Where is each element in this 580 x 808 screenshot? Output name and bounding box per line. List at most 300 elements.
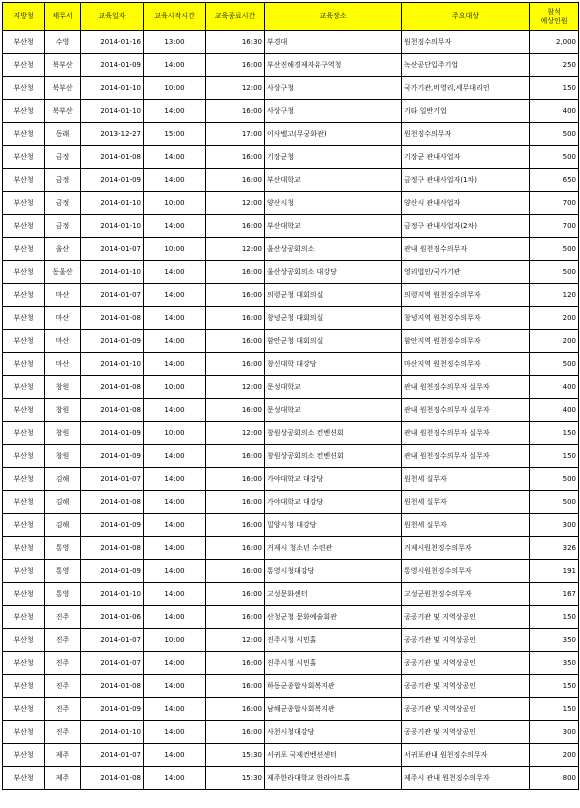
cell-date: 2014-01-08 [81, 491, 144, 514]
cell-venue: 제주한라대학교 한라아트홀 [265, 767, 402, 790]
cell-date: 2014-01-10 [81, 77, 144, 100]
cell-tax-office: 금정 [45, 146, 81, 169]
cell-start-time: 14:00 [144, 445, 206, 468]
table-row [3, 146, 579, 169]
cell-date: 2014-01-09 [81, 560, 144, 583]
cell-expected-attendees: 350 [530, 652, 579, 675]
cell-region-office: 부산청 [3, 307, 45, 330]
cell-region-office: 부산청 [3, 399, 45, 422]
cell-end-time: 15:30 [206, 744, 265, 767]
cell-tax-office: 울산 [45, 238, 81, 261]
header-start-time: 교육시작시간 [144, 3, 206, 31]
cell-tax-office: 제주 [45, 744, 81, 767]
table-row [3, 31, 579, 54]
cell-target: 관내 원천징수의무자 실무자 [402, 399, 530, 422]
cell-venue: 사천시청대강당 [265, 721, 402, 744]
cell-target: 기타 일반기업 [402, 100, 530, 123]
cell-start-time: 14:00 [144, 652, 206, 675]
cell-region-office: 부산청 [3, 468, 45, 491]
cell-venue: 양산시청 [265, 192, 402, 215]
cell-venue: 진주시청 시민홀 [265, 629, 402, 652]
cell-expected-attendees: 200 [530, 744, 579, 767]
table-row [3, 54, 579, 77]
cell-end-time: 12:00 [206, 629, 265, 652]
cell-expected-attendees: 300 [530, 514, 579, 537]
cell-end-time: 16:00 [206, 146, 265, 169]
cell-expected-attendees: 400 [530, 100, 579, 123]
cell-venue: 부산대학교 [265, 215, 402, 238]
table-row [3, 353, 579, 376]
cell-tax-office: 북부산 [45, 77, 81, 100]
cell-tax-office: 진주 [45, 652, 81, 675]
cell-date: 2014-01-10 [81, 215, 144, 238]
cell-venue: 가야대학교 대강당 [265, 468, 402, 491]
table-row [3, 77, 579, 100]
cell-venue: 부산진해경제자유구역청 [265, 54, 402, 77]
cell-date: 2014-01-10 [81, 721, 144, 744]
cell-end-time: 16:00 [206, 215, 265, 238]
cell-venue: 울산상공회의소 [265, 238, 402, 261]
cell-tax-office: 김해 [45, 514, 81, 537]
cell-end-time: 16:00 [206, 491, 265, 514]
cell-region-office: 부산청 [3, 353, 45, 376]
cell-region-office: 부산청 [3, 698, 45, 721]
cell-end-time: 16:00 [206, 284, 265, 307]
cell-target: 창녕지역 원천징수의무자 [402, 307, 530, 330]
cell-start-time: 10:00 [144, 77, 206, 100]
cell-start-time: 14:00 [144, 514, 206, 537]
cell-expected-attendees: 500 [530, 238, 579, 261]
cell-tax-office: 창원 [45, 445, 81, 468]
cell-tax-office: 금정 [45, 192, 81, 215]
cell-expected-attendees: 500 [530, 261, 579, 284]
cell-target: 공공기관 및 지역상공인 [402, 675, 530, 698]
table-row [3, 514, 579, 537]
table-row [3, 100, 579, 123]
cell-end-time: 16:30 [206, 31, 265, 54]
cell-region-office: 부산청 [3, 330, 45, 353]
cell-venue: 함안군청 대회의실 [265, 330, 402, 353]
cell-date: 2014-01-08 [81, 675, 144, 698]
cell-region-office: 부산청 [3, 376, 45, 399]
cell-region-office: 부산청 [3, 721, 45, 744]
cell-date: 2014-01-08 [81, 376, 144, 399]
cell-end-time: 15:30 [206, 767, 265, 790]
cell-target: 공공기관 및 지역상공인 [402, 652, 530, 675]
cell-end-time: 16:00 [206, 54, 265, 77]
cell-start-time: 14:00 [144, 675, 206, 698]
cell-target: 제주시 관내 원천징수의무자 [402, 767, 530, 790]
table-row [3, 192, 579, 215]
cell-region-office: 부산청 [3, 445, 45, 468]
cell-target: 원천징수의무자 [402, 31, 530, 54]
header-region-office: 지방청 [3, 3, 45, 31]
table-row [3, 376, 579, 399]
table-row [3, 744, 579, 767]
cell-region-office: 부산청 [3, 261, 45, 284]
cell-venue: 남해군종합사회복지관 [265, 698, 402, 721]
cell-region-office: 부산청 [3, 238, 45, 261]
table-row [3, 238, 579, 261]
cell-expected-attendees: 150 [530, 606, 579, 629]
cell-target: 거제시원천징수의무자 [402, 537, 530, 560]
table-row [3, 491, 579, 514]
cell-region-office: 부산청 [3, 560, 45, 583]
cell-expected-attendees: 250 [530, 54, 579, 77]
cell-end-time: 16:00 [206, 698, 265, 721]
cell-expected-attendees: 200 [530, 330, 579, 353]
cell-date: 2013-12-27 [81, 123, 144, 146]
table-row [3, 422, 579, 445]
cell-date: 2014-01-07 [81, 468, 144, 491]
cell-tax-office: 진주 [45, 698, 81, 721]
cell-expected-attendees: 700 [530, 192, 579, 215]
cell-start-time: 14:00 [144, 215, 206, 238]
header-target: 주요대상 [402, 3, 530, 31]
cell-expected-attendees: 800 [530, 767, 579, 790]
cell-date: 2014-01-09 [81, 445, 144, 468]
cell-end-time: 16:00 [206, 606, 265, 629]
cell-expected-attendees: 500 [530, 353, 579, 376]
cell-start-time: 14:00 [144, 767, 206, 790]
table-row [3, 261, 579, 284]
table-row [3, 675, 579, 698]
cell-end-time: 17:00 [206, 123, 265, 146]
cell-date: 2014-01-07 [81, 238, 144, 261]
cell-end-time: 12:00 [206, 376, 265, 399]
cell-start-time: 10:00 [144, 238, 206, 261]
cell-tax-office: 진주 [45, 629, 81, 652]
header-expected-attendees: 참석 예상인원 [530, 3, 579, 31]
cell-tax-office: 통영 [45, 560, 81, 583]
cell-expected-attendees: 120 [530, 284, 579, 307]
cell-target: 녹산공단입주기업 [402, 54, 530, 77]
cell-venue: 부산대학교 [265, 169, 402, 192]
cell-target: 함안지역 원천징수의무자 [402, 330, 530, 353]
cell-date: 2014-01-10 [81, 583, 144, 606]
cell-tax-office: 창원 [45, 399, 81, 422]
cell-region-office: 부산청 [3, 123, 45, 146]
cell-start-time: 14:00 [144, 744, 206, 767]
cell-start-time: 14:00 [144, 468, 206, 491]
cell-target: 기장군 관내사업자 [402, 146, 530, 169]
table-row [3, 284, 579, 307]
cell-start-time: 14:00 [144, 169, 206, 192]
cell-expected-attendees: 150 [530, 698, 579, 721]
cell-venue: 서귀포 국제컨벤션센터 [265, 744, 402, 767]
cell-region-office: 부산청 [3, 215, 45, 238]
table-row [3, 698, 579, 721]
cell-end-time: 16:00 [206, 261, 265, 284]
cell-expected-attendees: 150 [530, 77, 579, 100]
cell-region-office: 부산청 [3, 146, 45, 169]
cell-expected-attendees: 150 [530, 675, 579, 698]
cell-start-time: 14:00 [144, 284, 206, 307]
cell-end-time: 16:00 [206, 721, 265, 744]
cell-venue: 산청군청 문화예술회관 [265, 606, 402, 629]
cell-region-office: 부산청 [3, 169, 45, 192]
cell-region-office: 부산청 [3, 31, 45, 54]
cell-tax-office: 창원 [45, 376, 81, 399]
cell-end-time: 16:00 [206, 445, 265, 468]
cell-venue: 부경대 [265, 31, 402, 54]
table-row [3, 307, 579, 330]
cell-region-office: 부산청 [3, 629, 45, 652]
table-row [3, 445, 579, 468]
cell-date: 2014-01-07 [81, 652, 144, 675]
cell-target: 고성군원천징수의무자 [402, 583, 530, 606]
education-schedule-table [2, 2, 579, 790]
table-row [3, 583, 579, 606]
cell-start-time: 10:00 [144, 192, 206, 215]
cell-date: 2014-01-07 [81, 284, 144, 307]
table-row [3, 537, 579, 560]
cell-start-time: 14:00 [144, 537, 206, 560]
cell-start-time: 14:00 [144, 721, 206, 744]
table-row [3, 629, 579, 652]
cell-expected-attendees: 191 [530, 560, 579, 583]
cell-venue: 창원상공회의소 컨벤션회 [265, 422, 402, 445]
cell-date: 2014-01-08 [81, 767, 144, 790]
cell-tax-office: 진주 [45, 721, 81, 744]
cell-tax-office: 통영 [45, 537, 81, 560]
cell-tax-office: 마산 [45, 307, 81, 330]
cell-date: 2014-01-08 [81, 399, 144, 422]
cell-venue: 가야대학교 대강당 [265, 491, 402, 514]
cell-target: 통영시원천징수의무자 [402, 560, 530, 583]
cell-target: 공공기관 및 지역상공인 [402, 606, 530, 629]
cell-tax-office: 김해 [45, 468, 81, 491]
table-row [3, 767, 579, 790]
cell-region-office: 부산청 [3, 606, 45, 629]
cell-expected-attendees: 650 [530, 169, 579, 192]
cell-expected-attendees: 2,000 [530, 31, 579, 54]
cell-target: 공공기관 및 지역상공인 [402, 721, 530, 744]
cell-date: 2014-01-09 [81, 169, 144, 192]
cell-tax-office: 마산 [45, 353, 81, 376]
cell-venue: 진주시청 시민홀 [265, 652, 402, 675]
cell-target: 원천세 실무자 [402, 514, 530, 537]
cell-tax-office: 금정 [45, 169, 81, 192]
cell-target: 금정구 관내사업자(2차) [402, 215, 530, 238]
cell-venue: 고성문화센터 [265, 583, 402, 606]
cell-end-time: 12:00 [206, 77, 265, 100]
table-row [3, 123, 579, 146]
cell-venue: 사상구청 [265, 77, 402, 100]
table-row [3, 606, 579, 629]
cell-start-time: 14:00 [144, 606, 206, 629]
cell-start-time: 13:00 [144, 31, 206, 54]
cell-venue: 밀양시청 대강당 [265, 514, 402, 537]
cell-tax-office: 동울산 [45, 261, 81, 284]
cell-target: 공공기관 및 지역상공인 [402, 629, 530, 652]
cell-target: 금정구 관내사업자(1차) [402, 169, 530, 192]
cell-target: 원천세 실무자 [402, 468, 530, 491]
cell-end-time: 16:00 [206, 583, 265, 606]
cell-target: 영리법인/국가기관 [402, 261, 530, 284]
cell-end-time: 16:00 [206, 468, 265, 491]
cell-target: 의령지역 원천징수의무자 [402, 284, 530, 307]
cell-venue: 울산상공회의소 대강당 [265, 261, 402, 284]
cell-date: 2014-01-09 [81, 422, 144, 445]
cell-expected-attendees: 400 [530, 399, 579, 422]
cell-tax-office: 김해 [45, 491, 81, 514]
cell-tax-office: 북부산 [45, 100, 81, 123]
cell-start-time: 14:00 [144, 146, 206, 169]
cell-expected-attendees: 500 [530, 468, 579, 491]
cell-venue: 하동군종합사회복지관 [265, 675, 402, 698]
cell-date: 2014-01-08 [81, 537, 144, 560]
cell-end-time: 16:00 [206, 652, 265, 675]
cell-end-time: 12:00 [206, 192, 265, 215]
table-row [3, 169, 579, 192]
cell-start-time: 10:00 [144, 422, 206, 445]
cell-tax-office: 진주 [45, 675, 81, 698]
table-row [3, 560, 579, 583]
cell-start-time: 14:00 [144, 353, 206, 376]
cell-target: 서귀포관내 원천징수의무자 [402, 744, 530, 767]
cell-target: 양산시 관내사업자 [402, 192, 530, 215]
cell-start-time: 14:00 [144, 491, 206, 514]
header-tax-office: 세무서 [45, 3, 81, 31]
cell-venue: 문성대학교 [265, 376, 402, 399]
cell-expected-attendees: 500 [530, 146, 579, 169]
cell-region-office: 부산청 [3, 767, 45, 790]
cell-end-time: 16:00 [206, 399, 265, 422]
cell-region-office: 부산청 [3, 514, 45, 537]
cell-tax-office: 통영 [45, 583, 81, 606]
cell-end-time: 16:00 [206, 675, 265, 698]
cell-venue: 사상구청 [265, 100, 402, 123]
cell-target: 공공기관 및 지역상공인 [402, 698, 530, 721]
cell-target: 국가기관,비영리,세무대리인 [402, 77, 530, 100]
cell-start-time: 14:00 [144, 399, 206, 422]
cell-start-time: 10:00 [144, 629, 206, 652]
cell-date: 2014-01-10 [81, 261, 144, 284]
cell-tax-office: 북부산 [45, 54, 81, 77]
table-row [3, 330, 579, 353]
cell-tax-office: 제주 [45, 767, 81, 790]
cell-region-office: 부산청 [3, 54, 45, 77]
cell-venue: 창원상공회의소 컨벤션회 [265, 445, 402, 468]
cell-start-time: 14:00 [144, 307, 206, 330]
cell-expected-attendees: 150 [530, 422, 579, 445]
cell-tax-office: 동래 [45, 123, 81, 146]
cell-tax-office: 진주 [45, 606, 81, 629]
cell-expected-attendees: 350 [530, 629, 579, 652]
cell-target: 원천징수의무자 [402, 123, 530, 146]
cell-date: 2014-01-10 [81, 353, 144, 376]
cell-date: 2014-01-10 [81, 192, 144, 215]
cell-region-office: 부산청 [3, 77, 45, 100]
cell-end-time: 16:00 [206, 514, 265, 537]
cell-date: 2014-01-09 [81, 330, 144, 353]
cell-region-office: 부산청 [3, 652, 45, 675]
cell-target: 원천세 실무자 [402, 491, 530, 514]
cell-region-office: 부산청 [3, 491, 45, 514]
cell-start-time: 10:00 [144, 376, 206, 399]
cell-start-time: 14:00 [144, 261, 206, 284]
cell-date: 2014-01-16 [81, 31, 144, 54]
cell-date: 2014-01-08 [81, 146, 144, 169]
cell-expected-attendees: 167 [530, 583, 579, 606]
cell-expected-attendees: 500 [530, 123, 579, 146]
cell-date: 2014-01-07 [81, 744, 144, 767]
cell-region-office: 부산청 [3, 422, 45, 445]
table-row [3, 721, 579, 744]
cell-region-office: 부산청 [3, 100, 45, 123]
cell-target: 관내 원천징수의무자 실무자 [402, 445, 530, 468]
cell-start-time: 14:00 [144, 330, 206, 353]
table-row [3, 652, 579, 675]
cell-start-time: 14:00 [144, 54, 206, 77]
cell-region-office: 부산청 [3, 192, 45, 215]
cell-venue: 창신대학 대강당 [265, 353, 402, 376]
cell-end-time: 12:00 [206, 238, 265, 261]
cell-target: 관내 원천징수의무자 실무자 [402, 422, 530, 445]
cell-date: 2014-01-09 [81, 54, 144, 77]
cell-date: 2014-01-09 [81, 514, 144, 537]
cell-tax-office: 마산 [45, 284, 81, 307]
cell-venue: 거제시 청소년 수련관 [265, 537, 402, 560]
cell-end-time: 16:00 [206, 169, 265, 192]
cell-region-office: 부산청 [3, 744, 45, 767]
cell-venue: 기장군청 [265, 146, 402, 169]
cell-tax-office: 수영 [45, 31, 81, 54]
cell-venue: 창녕군청 대회의실 [265, 307, 402, 330]
cell-venue: 이사벨고(무궁화관) [265, 123, 402, 146]
cell-end-time: 16:00 [206, 100, 265, 123]
cell-venue: 문성대학교 [265, 399, 402, 422]
cell-date: 2014-01-07 [81, 629, 144, 652]
cell-start-time: 15:00 [144, 123, 206, 146]
cell-date: 2014-01-08 [81, 307, 144, 330]
cell-region-office: 부산청 [3, 284, 45, 307]
cell-target: 마산지역 원천징수의무자 [402, 353, 530, 376]
cell-end-time: 12:00 [206, 422, 265, 445]
header-date: 교육일자 [81, 3, 144, 31]
header-row [3, 3, 579, 31]
cell-region-office: 부산청 [3, 583, 45, 606]
header-venue: 교육장소 [265, 3, 402, 31]
cell-end-time: 16:00 [206, 560, 265, 583]
cell-expected-attendees: 150 [530, 445, 579, 468]
cell-tax-office: 마산 [45, 330, 81, 353]
cell-date: 2014-01-10 [81, 100, 144, 123]
cell-expected-attendees: 200 [530, 307, 579, 330]
cell-region-office: 부산청 [3, 675, 45, 698]
table-row [3, 468, 579, 491]
cell-start-time: 14:00 [144, 100, 206, 123]
cell-start-time: 14:00 [144, 560, 206, 583]
table-row [3, 215, 579, 238]
cell-end-time: 16:00 [206, 307, 265, 330]
cell-end-time: 16:00 [206, 330, 265, 353]
cell-expected-attendees: 500 [530, 491, 579, 514]
cell-target: 관내 원천징수의무자 실무자 [402, 376, 530, 399]
cell-expected-attendees: 300 [530, 721, 579, 744]
cell-venue: 통영시청대강당 [265, 560, 402, 583]
cell-expected-attendees: 400 [530, 376, 579, 399]
cell-date: 2014-01-06 [81, 606, 144, 629]
cell-start-time: 14:00 [144, 583, 206, 606]
cell-expected-attendees: 700 [530, 215, 579, 238]
cell-region-office: 부산청 [3, 537, 45, 560]
cell-venue: 의령군청 대회의실 [265, 284, 402, 307]
cell-end-time: 16:00 [206, 353, 265, 376]
cell-start-time: 14:00 [144, 698, 206, 721]
cell-tax-office: 창원 [45, 422, 81, 445]
